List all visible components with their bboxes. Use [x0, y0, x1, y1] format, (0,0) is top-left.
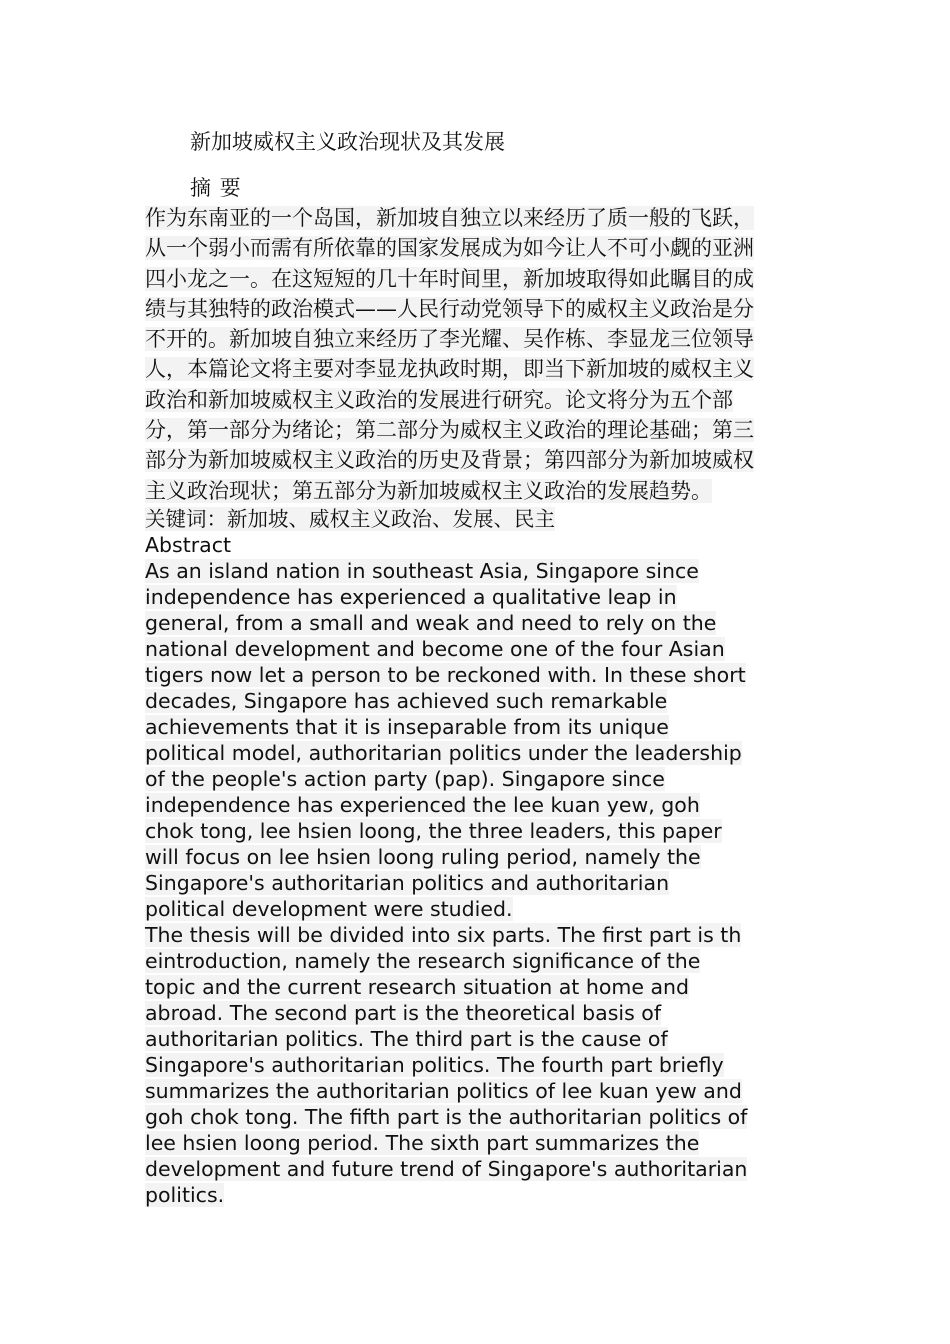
- abstract-zh-line: [145, 354, 815, 384]
- abstract-en-text: goh chok tong. The fifth part is the authoritarian politics of: [145, 1104, 748, 1129]
- abstract-zh-text: 不开的。新加坡自独立来经历了李光耀、吴作栋、李显龙三位领导: [145, 327, 754, 352]
- abstract-en-line: [145, 844, 815, 870]
- keywords-text: 关键词：新加坡、威权主义政治、发展、民主: [145, 506, 555, 531]
- abstract-en-text: authoritarian politics. The third part is the cause of: [145, 1026, 668, 1051]
- abstract-zh-text: 部分为新加坡威权主义政治的历史及背景；第四部分为新加坡威权: [145, 448, 754, 473]
- abstract-en-line: [145, 1026, 815, 1052]
- abstract-en-text: independence has experienced the lee kuan yew, goh: [145, 792, 700, 817]
- abstract-en-line: [145, 1156, 815, 1182]
- abstract-zh-line: [145, 264, 815, 294]
- abstract-zh-line: [145, 476, 815, 506]
- abstract-en-text: abroad. The second part is the theoretical basis of: [145, 1000, 662, 1025]
- abstract-heading-en-text: Abstract: [145, 532, 232, 557]
- abstract-zh-line: [145, 203, 815, 233]
- keywords-line: [145, 506, 815, 532]
- abstract-en-text: decades, Singapore has achieved such remarkable: [145, 688, 668, 713]
- abstract-en-line: [145, 922, 815, 948]
- abstract-en-line: [145, 1104, 815, 1130]
- abstract-en-line: [145, 662, 815, 688]
- abstract-en-line: [145, 1052, 815, 1078]
- abstract-en-text: development and future trend of Singapore's authoritarian: [145, 1156, 748, 1181]
- abstract-en-text: tigers now let a person to be reckoned with. In these short: [145, 662, 746, 687]
- abstract-en-text: politics.: [145, 1182, 225, 1207]
- abstract-zh-line: [145, 415, 815, 445]
- abstract-en-text: political development were studied.: [145, 896, 513, 921]
- abstract-zh-line: [145, 233, 815, 263]
- abstract-en-text: national development and become one of the four Asian: [145, 636, 725, 661]
- abstract-en-line: [145, 948, 815, 974]
- abstract-zh-text: 四小龙之一。在这短短的几十年时间里，新加坡取得如此瞩目的成: [145, 266, 754, 291]
- abstract-heading-zh: 摘 要: [190, 176, 241, 200]
- document-title: 新加坡威权主义政治现状及其发展: [190, 130, 505, 154]
- abstract-en-line: [145, 766, 815, 792]
- abstract-en-line: [145, 974, 815, 1000]
- abstract-en-line: [145, 1182, 815, 1208]
- abstract-en-text: Singapore's authoritarian politics and authoritarian: [145, 870, 670, 895]
- document-body: [145, 203, 815, 1208]
- abstract-en-text: lee hsien loong period. The sixth part summarizes the: [145, 1130, 700, 1155]
- abstract-en-text: The thesis will be divided into six parts. The first part is th: [145, 922, 742, 947]
- abstract-zh-line: [145, 445, 815, 475]
- abstract-en-line: [145, 740, 815, 766]
- abstract-zh-text: 作为东南亚的一个岛国，新加坡自独立以来经历了质一般的飞跃，: [145, 206, 754, 230]
- abstract-en-line: [145, 714, 815, 740]
- abstract-en-text: independence has experienced a qualitative leap in: [145, 584, 677, 609]
- abstract-en: [145, 558, 815, 1208]
- abstract-en-line: [145, 584, 815, 610]
- abstract-zh-text: 主义政治现状；第五部分为新加坡威权主义政治的发展趋势。: [145, 478, 712, 503]
- abstract-en-line: [145, 610, 815, 636]
- abstract-en-line: [145, 688, 815, 714]
- abstract-en-line: [145, 1130, 815, 1156]
- abstract-en-text: summarizes the authoritarian politics of lee kuan yew and: [145, 1078, 742, 1103]
- abstract-en-text: Singapore's authoritarian politics. The fourth part briefly: [145, 1052, 724, 1077]
- abstract-en-line: [145, 1078, 815, 1104]
- abstract-zh: [145, 203, 815, 506]
- abstract-en-text: of the people's action party (pap). Singapore since: [145, 766, 665, 791]
- abstract-en-line: [145, 792, 815, 818]
- abstract-en-text: will focus on lee hsien loong ruling period, namely the: [145, 844, 701, 869]
- abstract-en-text: achievements that it is inseparable from its unique: [145, 714, 669, 739]
- abstract-en-text: As an island nation in southeast Asia, Singapore since: [145, 558, 699, 583]
- abstract-en-text: topic and the current research situation at home and: [145, 974, 690, 999]
- abstract-zh-text: 政治和新加坡威权主义政治的发展进行研究。论文将分为五个部: [145, 387, 733, 412]
- abstract-zh-text: 绩与其独特的政治模式——人民行动党领导下的威权主义政治是分: [145, 296, 754, 321]
- abstract-en-text: general, from a small and weak and need to rely on the: [145, 610, 717, 635]
- abstract-en-line: [145, 896, 815, 922]
- abstract-en-line: [145, 818, 815, 844]
- abstract-en-line: [145, 558, 815, 584]
- abstract-en-line: [145, 870, 815, 896]
- abstract-zh-text: 人，本篇论文将主要对李显龙执政时期，即当下新加坡的威权主义: [145, 357, 754, 382]
- abstract-en-text: political model, authoritarian politics under the leadership: [145, 740, 742, 765]
- abstract-heading-en: [145, 532, 815, 558]
- abstract-zh-line: [145, 385, 815, 415]
- abstract-zh-text: 分，第一部分为绪论；第二部分为威权主义政治的理论基础；第三: [145, 418, 754, 443]
- abstract-en-line: [145, 636, 815, 662]
- abstract-en-text: eintroduction, namely the research significance of the: [145, 948, 701, 973]
- abstract-zh-line: [145, 324, 815, 354]
- abstract-en-text: chok tong, lee hsien loong, the three leaders, this paper: [145, 818, 722, 843]
- abstract-zh-text: 从一个弱小而需有所依靠的国家发展成为如今让人不可小觑的亚洲: [145, 236, 754, 261]
- abstract-zh-line: [145, 294, 815, 324]
- abstract-en-line: [145, 1000, 815, 1026]
